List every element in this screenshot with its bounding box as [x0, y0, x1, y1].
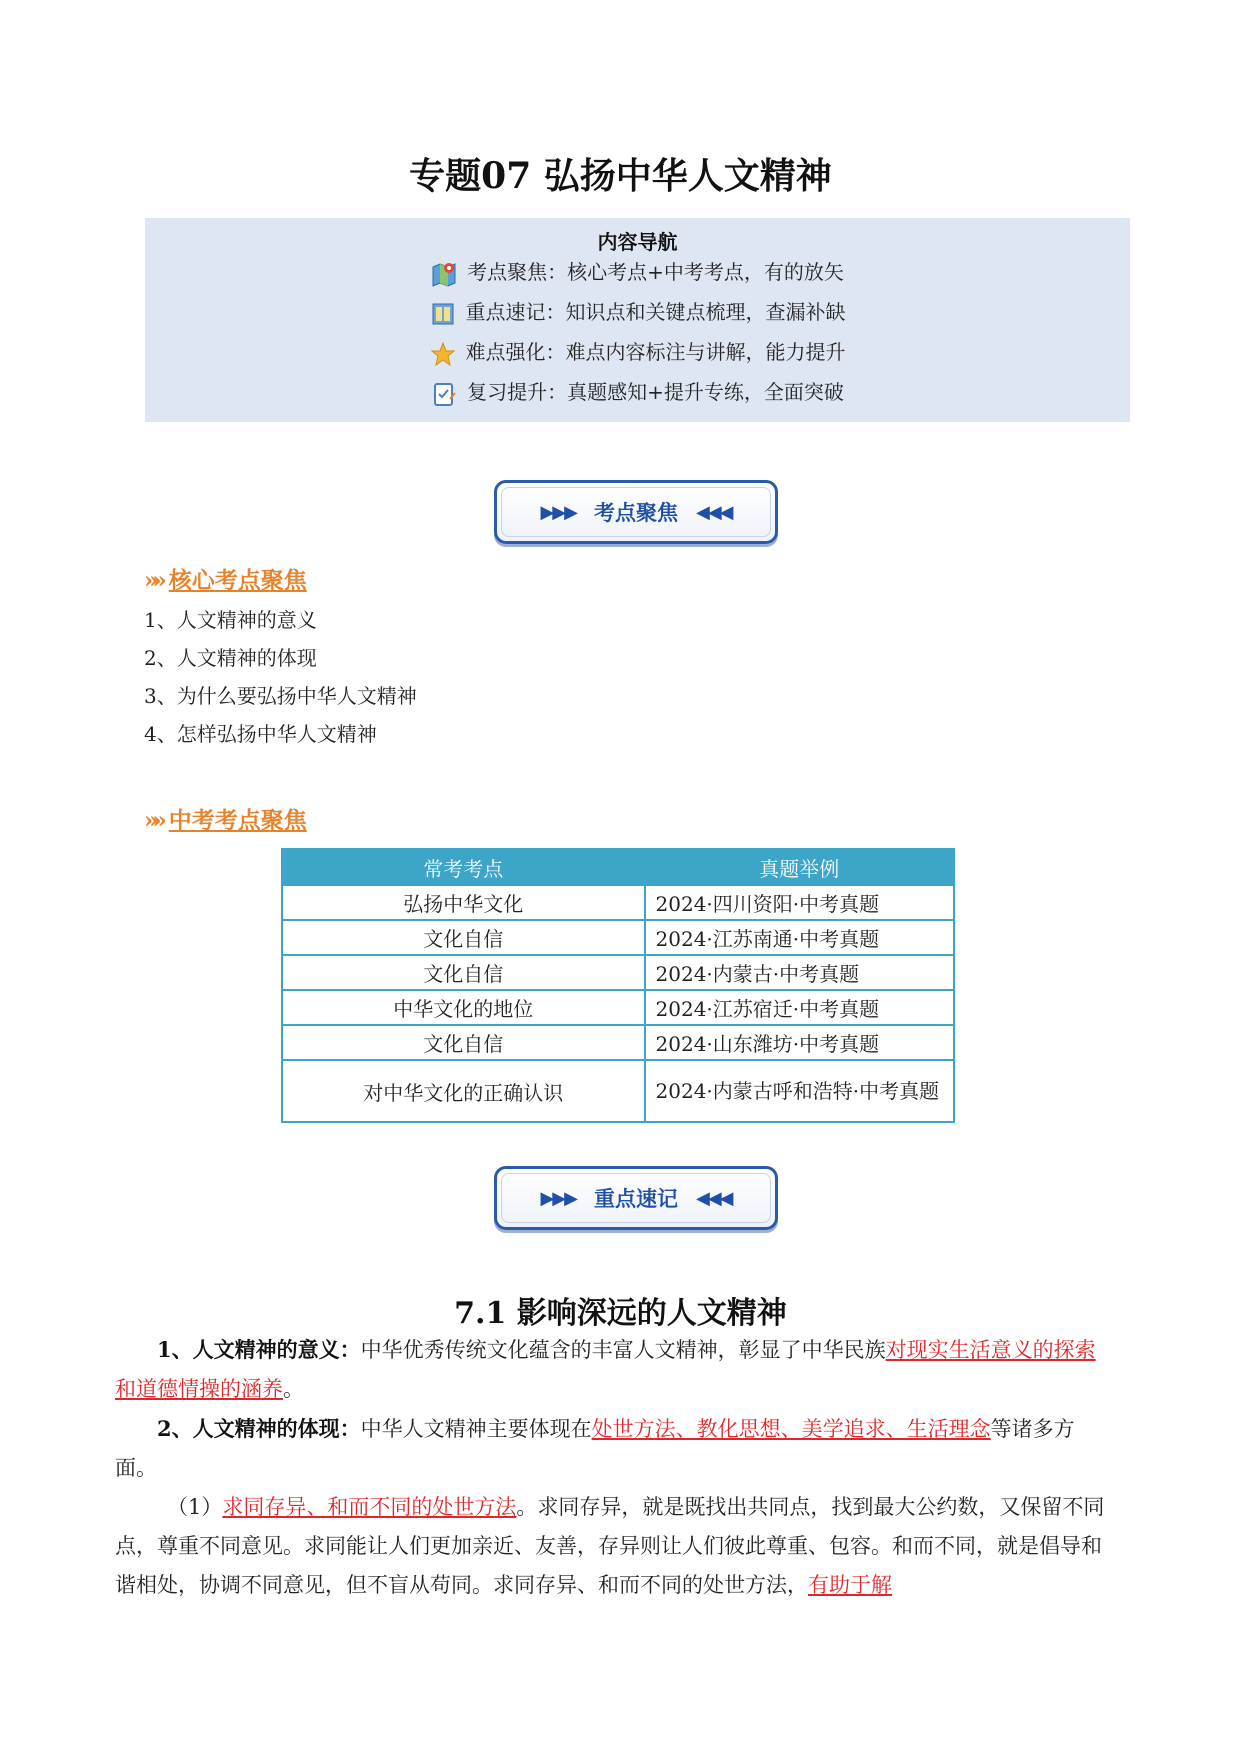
- table-cell: 2024·四川资阳·中考真题: [645, 885, 954, 920]
- checklist-icon: [431, 381, 457, 407]
- triple-arrow-right-icon: ▶▶▶: [540, 1187, 576, 1209]
- triple-arrow-left-icon: ◀◀◀: [696, 501, 732, 523]
- table-cell: 中华文化的地位: [282, 990, 645, 1025]
- paragraph-embodiment: 2、人文精神的体现：中华人文精神主要体现在处世方法、教化思想、美学追求、生活理念等诸多方面。: [115, 1416, 1075, 1480]
- paragraph-meaning: 1、人文精神的意义：中华优秀传统文化蕴含的丰富人文精神，彰显了中华民族对现实生活意义的探索和道德情操的涵养。: [115, 1337, 1096, 1401]
- table-cell: 弘扬中华文化: [282, 885, 645, 920]
- table-cell: 2024·山东潍坊·中考真题: [645, 1025, 954, 1060]
- nav-item-label: 复习提升：真题感知+提升专练，全面突破: [467, 380, 844, 404]
- table-row: [282, 990, 954, 1025]
- table-row: [282, 955, 954, 990]
- content-navigation: [145, 218, 1130, 422]
- table-row: [282, 920, 954, 955]
- exam-table: [281, 848, 955, 1123]
- nav-item-review: [145, 376, 1130, 407]
- map-icon: [431, 261, 457, 287]
- table-cell: 2024·江苏宿迁·中考真题: [645, 990, 954, 1025]
- nav-item-notes: [145, 296, 1130, 327]
- table-row: [282, 1060, 954, 1122]
- table-cell: 对中华文化的正确认识: [282, 1060, 645, 1122]
- highlight-text: 处世方法、教化思想、美学追求、生活理念: [591, 1417, 991, 1441]
- nav-item-difficulty: [145, 336, 1130, 367]
- nav-item-label: 难点强化：难点内容标注与讲解，能力提升: [465, 340, 846, 364]
- nav-item-focus: [145, 256, 1130, 287]
- star-icon: [430, 341, 456, 367]
- triple-arrow-left-icon: ◀◀◀: [696, 1187, 732, 1209]
- exam-heading: »» 中考考点聚焦: [144, 807, 307, 834]
- double-chevron-icon: »»: [144, 807, 161, 834]
- table-header: 常考考点: [282, 849, 645, 885]
- list-item: 2、人文精神的体现: [144, 646, 317, 670]
- table-cell: 2024·内蒙古·中考真题: [645, 955, 954, 990]
- table-cell: 2024·江苏南通·中考真题: [645, 920, 954, 955]
- highlight-text: 有助于解: [808, 1573, 892, 1597]
- list-item: 1、人文精神的意义: [144, 608, 317, 632]
- core-heading: »» 核心考点聚焦: [144, 567, 307, 594]
- nav-item-label: 考点聚焦：核心考点+中考考点，有的放矢: [467, 260, 844, 284]
- paragraph-label: 1、人文精神的意义：: [157, 1337, 361, 1362]
- list-item: 4、怎样弘扬中华人文精神: [144, 722, 377, 746]
- page-title: 专题07 弘扬中华人文精神: [409, 155, 832, 197]
- table-cell: 2024·内蒙古呼和浩特·中考真题: [645, 1060, 954, 1122]
- table-cell: 文化自信: [282, 955, 645, 990]
- notes-banner: [494, 1166, 778, 1230]
- section-title: 7.1 影响深远的人文精神: [454, 1296, 787, 1331]
- highlight-text: 求同存异、和而不同的处世方法: [222, 1495, 517, 1519]
- banner-label: 重点速记: [594, 1187, 678, 1211]
- table-cell: 文化自信: [282, 1025, 645, 1060]
- nav-item-label: 重点速记：知识点和关键点梳理，查漏补缺: [465, 300, 846, 324]
- focus-banner: [494, 480, 778, 544]
- list-item: 3、为什么要弘扬中华人文精神: [144, 684, 417, 708]
- highlight-text: 对现实生活意义的探索和道德情操的涵养: [115, 1338, 1096, 1401]
- banner-label: 考点聚焦: [594, 501, 678, 525]
- nav-heading: 内容导航: [597, 230, 678, 254]
- triple-arrow-right-icon: ▶▶▶: [540, 501, 576, 523]
- table-row: [282, 885, 954, 920]
- double-chevron-icon: »»: [144, 567, 161, 594]
- table-cell: 文化自信: [282, 920, 645, 955]
- paragraph-method: （1）求同存异、和而不同的处世方法。求同存异，就是既找出共同点，找到最大公约数，又保留不同点，尊重不同意见。求同能让人们更加亲近、友善，存异则让人们彼此尊重、包容。和而不同，就是倡导和谐相处，协调不同意见，但不盲从苟同。求同存异、和而不同的处世方法，有助于解: [115, 1495, 1105, 1597]
- book-icon: [430, 301, 456, 327]
- paragraph-label: 2、人文精神的体现：: [157, 1416, 361, 1441]
- table-row: [282, 1025, 954, 1060]
- table-header: 真题举例: [645, 849, 954, 885]
